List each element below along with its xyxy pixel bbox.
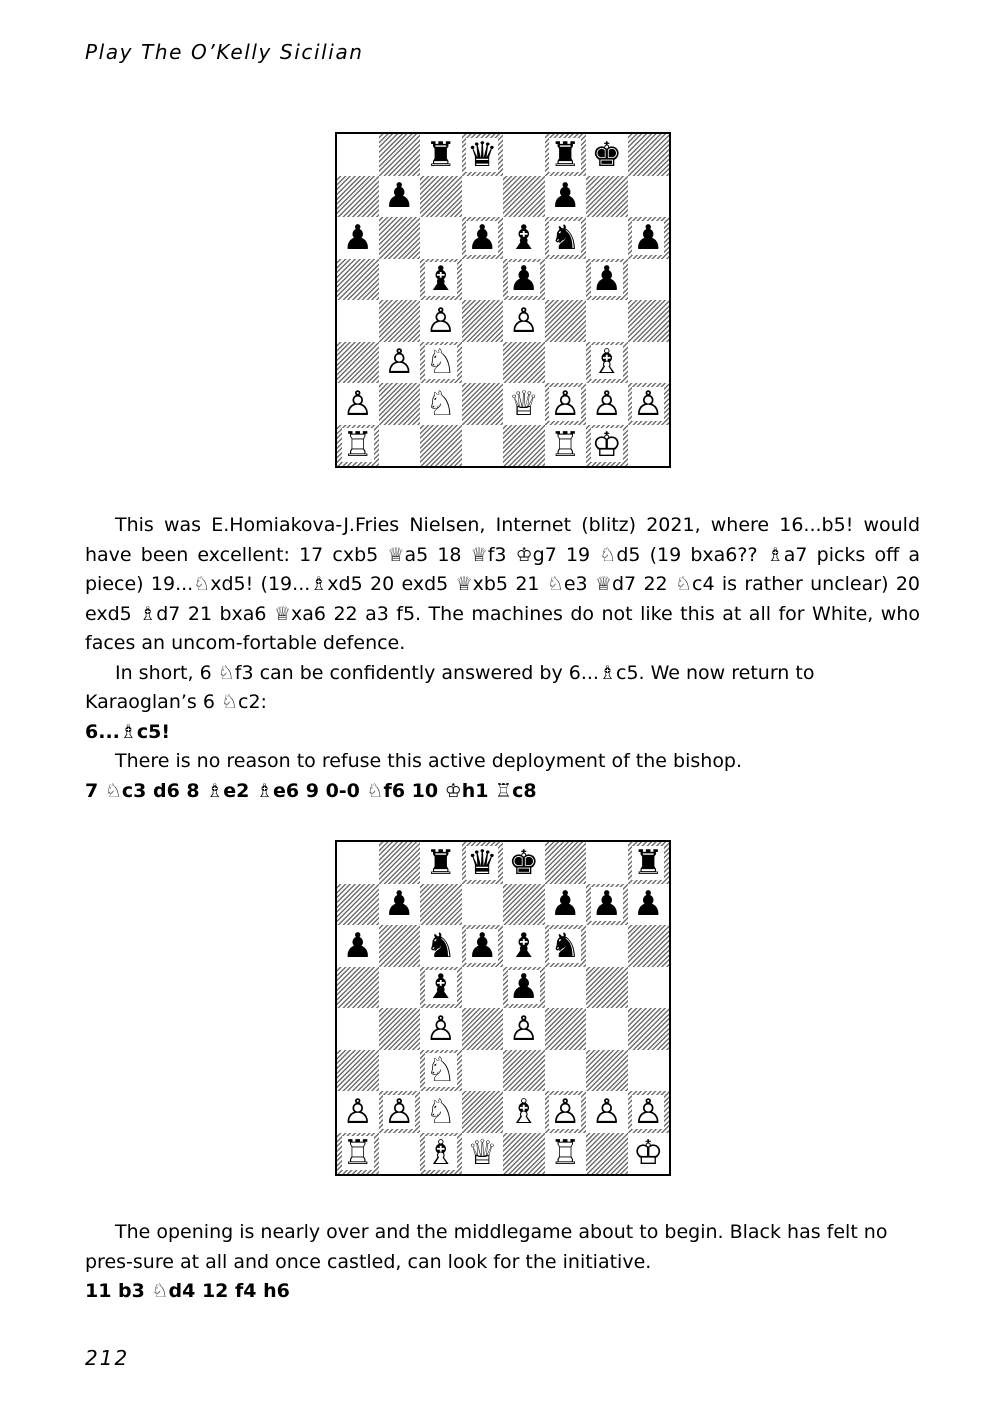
square-a7 — [337, 176, 379, 218]
square-a2 — [337, 1091, 379, 1133]
black-king-icon: ♚ — [508, 842, 539, 883]
square-c6 — [420, 925, 462, 967]
square-f1 — [545, 1133, 587, 1175]
square-a6 — [337, 925, 379, 967]
square-h5 — [628, 259, 670, 301]
square-a5 — [337, 259, 379, 301]
square-e8 — [503, 134, 545, 176]
square-f5 — [545, 259, 587, 301]
square-e8 — [503, 842, 545, 884]
square-h6 — [628, 925, 670, 967]
black-pawn-icon: ♟ — [508, 967, 539, 1008]
square-h3 — [628, 342, 670, 384]
text-block-2 — [85, 1218, 920, 1307]
square-h4 — [628, 300, 670, 342]
white-pawn-icon: ♙ — [633, 383, 664, 424]
square-f5 — [545, 967, 587, 1009]
square-g3 — [586, 342, 628, 384]
square-e2 — [503, 383, 545, 425]
black-bishop-icon: ♝ — [508, 217, 539, 258]
square-a8 — [337, 134, 379, 176]
paragraph-bishop-deployment: There is no reason to refuse this active deployment of the bishop. — [115, 750, 743, 772]
black-queen-icon: ♛ — [467, 134, 498, 175]
square-a1 — [337, 425, 379, 467]
square-f8 — [545, 134, 587, 176]
square-g7 — [586, 884, 628, 926]
square-h2 — [628, 1091, 670, 1133]
square-e1 — [503, 1133, 545, 1175]
square-e1 — [503, 425, 545, 467]
running-head: Play The O’Kelly Sicilian — [85, 40, 364, 64]
square-e6 — [503, 925, 545, 967]
black-pawn-icon: ♟ — [550, 884, 581, 925]
white-knight-icon: ♘ — [425, 383, 456, 424]
square-g1 — [586, 425, 628, 467]
square-f6 — [545, 217, 587, 259]
square-b7 — [379, 884, 421, 926]
black-pawn-icon: ♟ — [342, 217, 373, 258]
square-b8 — [379, 134, 421, 176]
square-h2 — [628, 383, 670, 425]
black-king-icon: ♚ — [591, 134, 622, 175]
square-g1 — [586, 1133, 628, 1175]
white-queen-icon: ♕ — [508, 383, 539, 424]
black-pawn-icon: ♟ — [508, 259, 539, 300]
square-e3 — [503, 1050, 545, 1092]
square-b4 — [379, 300, 421, 342]
square-f6 — [545, 925, 587, 967]
square-d7 — [462, 884, 504, 926]
black-queen-icon: ♛ — [467, 842, 498, 883]
square-b6 — [379, 925, 421, 967]
white-pawn-icon: ♙ — [384, 342, 415, 383]
white-pawn-icon: ♙ — [508, 300, 539, 341]
black-pawn-icon: ♟ — [591, 259, 622, 300]
square-c6 — [420, 217, 462, 259]
black-pawn-icon: ♟ — [342, 925, 373, 966]
square-g6 — [586, 217, 628, 259]
square-b2 — [379, 1091, 421, 1133]
square-f8 — [545, 842, 587, 884]
square-d5 — [462, 967, 504, 1009]
square-c8 — [420, 842, 462, 884]
white-rook-icon: ♖ — [550, 1133, 581, 1174]
square-b3 — [379, 1050, 421, 1092]
white-pawn-icon: ♙ — [550, 383, 581, 424]
square-d3 — [462, 342, 504, 384]
square-c4 — [420, 300, 462, 342]
white-knight-icon: ♘ — [425, 1050, 456, 1091]
square-c1 — [420, 425, 462, 467]
square-f7 — [545, 884, 587, 926]
square-g4 — [586, 1008, 628, 1050]
square-c2 — [420, 1091, 462, 1133]
black-bishop-icon: ♝ — [425, 967, 456, 1008]
black-pawn-icon: ♟ — [550, 176, 581, 217]
square-h6 — [628, 217, 670, 259]
square-c1 — [420, 1133, 462, 1175]
square-d6 — [462, 925, 504, 967]
square-c5 — [420, 967, 462, 1009]
square-c3 — [420, 342, 462, 384]
black-pawn-icon: ♟ — [467, 925, 498, 966]
white-rook-icon: ♖ — [342, 1133, 373, 1174]
square-b5 — [379, 259, 421, 301]
black-knight-icon: ♞ — [550, 217, 581, 258]
square-e6 — [503, 217, 545, 259]
square-b3 — [379, 342, 421, 384]
square-c8 — [420, 134, 462, 176]
square-g8 — [586, 134, 628, 176]
square-g8 — [586, 842, 628, 884]
square-e5 — [503, 967, 545, 1009]
white-bishop-icon: ♗ — [508, 1091, 539, 1132]
square-d2 — [462, 1091, 504, 1133]
square-d1 — [462, 1133, 504, 1175]
square-f2 — [545, 383, 587, 425]
square-a4 — [337, 300, 379, 342]
white-pawn-icon: ♙ — [591, 1091, 622, 1132]
square-g4 — [586, 300, 628, 342]
square-g2 — [586, 383, 628, 425]
square-h4 — [628, 1008, 670, 1050]
square-b6 — [379, 217, 421, 259]
white-pawn-icon: ♙ — [425, 1008, 456, 1049]
square-h7 — [628, 884, 670, 926]
square-e4 — [503, 300, 545, 342]
black-rook-icon: ♜ — [633, 842, 664, 883]
white-knight-icon: ♘ — [425, 342, 456, 383]
square-g5 — [586, 967, 628, 1009]
square-g6 — [586, 925, 628, 967]
chess-diagram-1 — [335, 132, 671, 468]
black-knight-icon: ♞ — [425, 925, 456, 966]
square-a8 — [337, 842, 379, 884]
square-b1 — [379, 425, 421, 467]
page-number: 212 — [85, 1346, 130, 1370]
white-knight-icon: ♘ — [425, 1091, 456, 1132]
white-pawn-icon: ♙ — [342, 383, 373, 424]
white-king-icon: ♔ — [591, 425, 622, 466]
square-h3 — [628, 1050, 670, 1092]
square-c2 — [420, 383, 462, 425]
white-pawn-icon: ♙ — [508, 1008, 539, 1049]
square-c5 — [420, 259, 462, 301]
black-rook-icon: ♜ — [550, 134, 581, 175]
square-e2 — [503, 1091, 545, 1133]
square-g2 — [586, 1091, 628, 1133]
square-f3 — [545, 1050, 587, 1092]
black-rook-icon: ♜ — [425, 842, 456, 883]
paragraph-game-reference: This was E.Homiakova-J.Fries Nielsen, Internet (blitz) 2021, where 16...b5! would have been excellent: 17 cxb5 ♕a5 18 ♕f3 ♔g7 19 ♘d5 (19 bxa6?? ♗a7 picks off a piece) 19...♘xd5! (19...♗xd5 20 exd5 ♕xb5 21 ♘e3 ♕d7 22 ♘c4 is rather unclear) 20 exd5 ♗d7 21 bxa6 ♕xa6 22 a3 f5. The machines do not like this at all for White, who faces an uncom-fortable defence. — [85, 514, 920, 654]
square-g7 — [586, 176, 628, 218]
square-c7 — [420, 176, 462, 218]
move-line-6: 6...♗c5! — [85, 720, 171, 743]
white-pawn-icon: ♙ — [425, 300, 456, 341]
black-pawn-icon: ♟ — [384, 884, 415, 925]
square-b2 — [379, 383, 421, 425]
square-g3 — [586, 1050, 628, 1092]
paragraph-middlegame: The opening is nearly over and the middlegame about to begin. Black has felt no pres-sure at all and once castled, can look for the initiative. — [85, 1221, 888, 1273]
square-b4 — [379, 1008, 421, 1050]
square-d3 — [462, 1050, 504, 1092]
white-king-icon: ♔ — [633, 1133, 664, 1174]
square-d8 — [462, 134, 504, 176]
square-f1 — [545, 425, 587, 467]
chess-diagram-2 — [335, 840, 671, 1176]
black-bishop-icon: ♝ — [508, 925, 539, 966]
square-f7 — [545, 176, 587, 218]
square-a5 — [337, 967, 379, 1009]
square-h1 — [628, 1133, 670, 1175]
black-pawn-icon: ♟ — [467, 217, 498, 258]
square-d5 — [462, 259, 504, 301]
black-pawn-icon: ♟ — [384, 176, 415, 217]
square-a3 — [337, 342, 379, 384]
square-c7 — [420, 884, 462, 926]
black-bishop-icon: ♝ — [425, 259, 456, 300]
square-h8 — [628, 134, 670, 176]
square-f3 — [545, 342, 587, 384]
square-c3 — [420, 1050, 462, 1092]
paragraph-return-to-main-line: In short, 6 ♘f3 can be confidently answered by 6...♗c5. We now return to Karaoglan’s 6 ♘c2: — [85, 661, 815, 713]
square-e4 — [503, 1008, 545, 1050]
square-e7 — [503, 176, 545, 218]
square-h1 — [628, 425, 670, 467]
white-rook-icon: ♖ — [342, 425, 373, 466]
square-b8 — [379, 842, 421, 884]
move-line-11-12: 11 b3 ♘d4 12 f4 h6 — [85, 1280, 290, 1302]
square-b1 — [379, 1133, 421, 1175]
black-pawn-icon: ♟ — [591, 884, 622, 925]
square-a2 — [337, 383, 379, 425]
square-d8 — [462, 842, 504, 884]
square-h7 — [628, 176, 670, 218]
square-a3 — [337, 1050, 379, 1092]
square-a6 — [337, 217, 379, 259]
square-d6 — [462, 217, 504, 259]
square-d4 — [462, 300, 504, 342]
white-queen-icon: ♕ — [467, 1133, 498, 1174]
black-pawn-icon: ♟ — [633, 217, 664, 258]
white-pawn-icon: ♙ — [633, 1091, 664, 1132]
white-pawn-icon: ♙ — [591, 383, 622, 424]
white-pawn-icon: ♙ — [384, 1091, 415, 1132]
text-block-1 — [85, 511, 920, 806]
square-a4 — [337, 1008, 379, 1050]
square-e3 — [503, 342, 545, 384]
square-b5 — [379, 967, 421, 1009]
white-pawn-icon: ♙ — [342, 1091, 373, 1132]
white-bishop-icon: ♗ — [591, 342, 622, 383]
black-rook-icon: ♜ — [425, 134, 456, 175]
square-f2 — [545, 1091, 587, 1133]
square-h5 — [628, 967, 670, 1009]
square-d7 — [462, 176, 504, 218]
square-e5 — [503, 259, 545, 301]
black-pawn-icon: ♟ — [633, 884, 664, 925]
square-h8 — [628, 842, 670, 884]
square-b7 — [379, 176, 421, 218]
square-a1 — [337, 1133, 379, 1175]
square-e7 — [503, 884, 545, 926]
square-a7 — [337, 884, 379, 926]
white-bishop-icon: ♗ — [425, 1133, 456, 1174]
square-g5 — [586, 259, 628, 301]
square-d2 — [462, 383, 504, 425]
white-pawn-icon: ♙ — [550, 1091, 581, 1132]
square-f4 — [545, 1008, 587, 1050]
square-d4 — [462, 1008, 504, 1050]
white-rook-icon: ♖ — [550, 425, 581, 466]
square-f4 — [545, 300, 587, 342]
black-knight-icon: ♞ — [550, 925, 581, 966]
move-line-7-10: 7 ♘c3 d6 8 ♗e2 ♗e6 9 0-0 ♘f6 10 ♔h1 ♖c8 — [85, 779, 537, 802]
square-d1 — [462, 425, 504, 467]
square-c4 — [420, 1008, 462, 1050]
